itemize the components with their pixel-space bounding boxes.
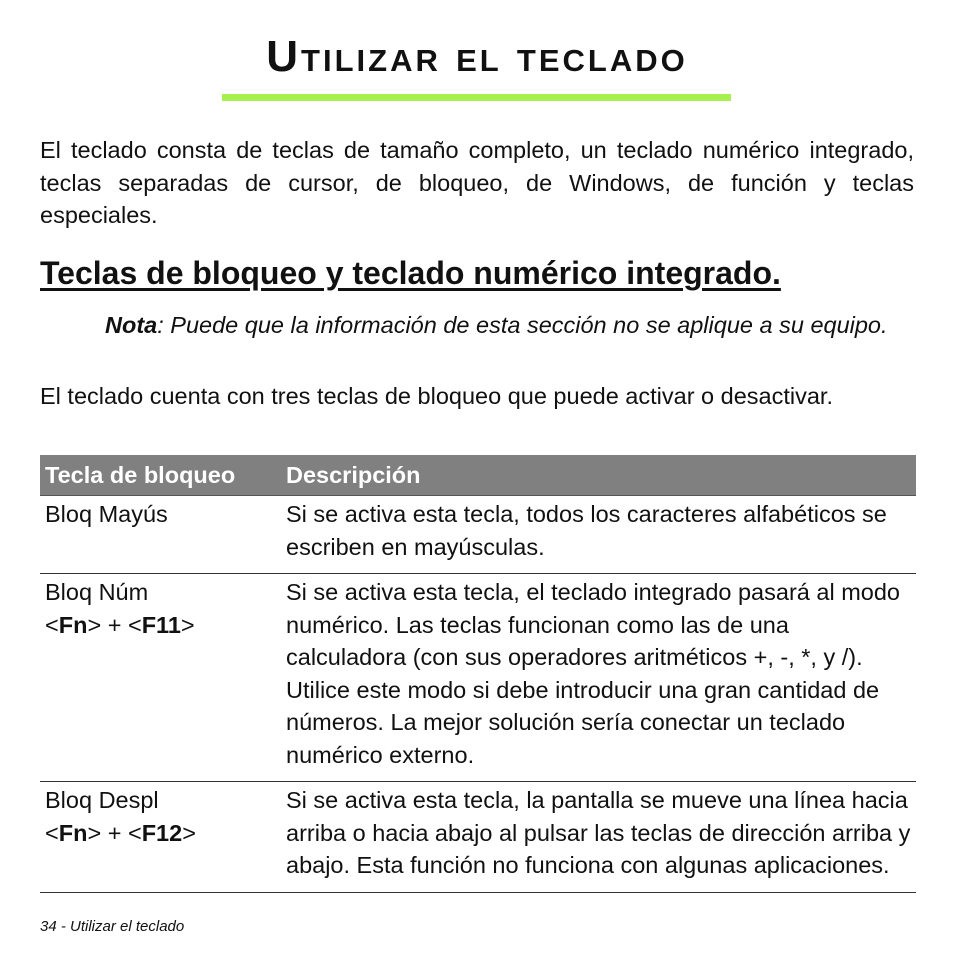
title-underline-bar xyxy=(222,94,731,101)
section-paragraph: El teclado cuenta con tres teclas de bloqueo que puede activar o desactivar. xyxy=(40,383,833,409)
note-text: : Puede que la información de esta sección no se aplique a su equipo. xyxy=(157,312,888,338)
table-row xyxy=(40,782,916,893)
table-cell-key xyxy=(40,574,281,782)
key-combo: <Fn> + <F11> xyxy=(45,611,195,638)
page-title: Utilizar el teclado xyxy=(266,32,688,81)
table-header-key: Tecla de bloqueo xyxy=(40,455,281,496)
table-row xyxy=(40,574,916,782)
page-footer: 34 - Utilizar el teclado xyxy=(40,918,185,935)
note-label: Nota xyxy=(105,312,158,338)
table-cell-description: Si se activa esta tecla, el teclado integrado pasará al modo numérico. Las teclas funcionan como las de una calculadora (con sus operadores aritméticos +, -, *, y /). Utilice este modo si debe introducir una gran cantidad de números. La mejor solución sería conectar un teclado numérico externo. xyxy=(281,574,916,782)
table-cell-description: Si se activa esta tecla, todos los caracteres alfabéticos se escriben en mayúsculas. xyxy=(281,496,916,574)
table-cell-key xyxy=(40,496,281,574)
lock-keys-table xyxy=(40,455,916,893)
table-header-row xyxy=(40,455,916,496)
key-combo: <Fn> + <F12> xyxy=(45,819,196,846)
key-name: Bloq Mayús xyxy=(45,501,168,527)
note xyxy=(105,309,914,342)
table-row xyxy=(40,496,916,574)
table-cell-description: Si se activa esta tecla, la pantalla se mueve una línea hacia arriba o hacia abajo al pulsar las teclas de dirección arriba y abajo. Esta función no funciona con algunas aplicaciones. xyxy=(281,782,916,893)
key-name: Bloq Despl xyxy=(45,787,159,813)
intro-paragraph: El teclado consta de teclas de tamaño completo, un teclado numérico integrado, teclas separadas de cursor, de bloqueo, de Windows, de función y teclas especiales. xyxy=(40,137,914,228)
table-cell-key xyxy=(40,782,281,893)
key-name: Bloq Núm xyxy=(45,579,149,605)
table-header-description: Descripción xyxy=(281,455,916,496)
section-heading: Teclas de bloqueo y teclado numérico integrado. xyxy=(40,255,781,291)
